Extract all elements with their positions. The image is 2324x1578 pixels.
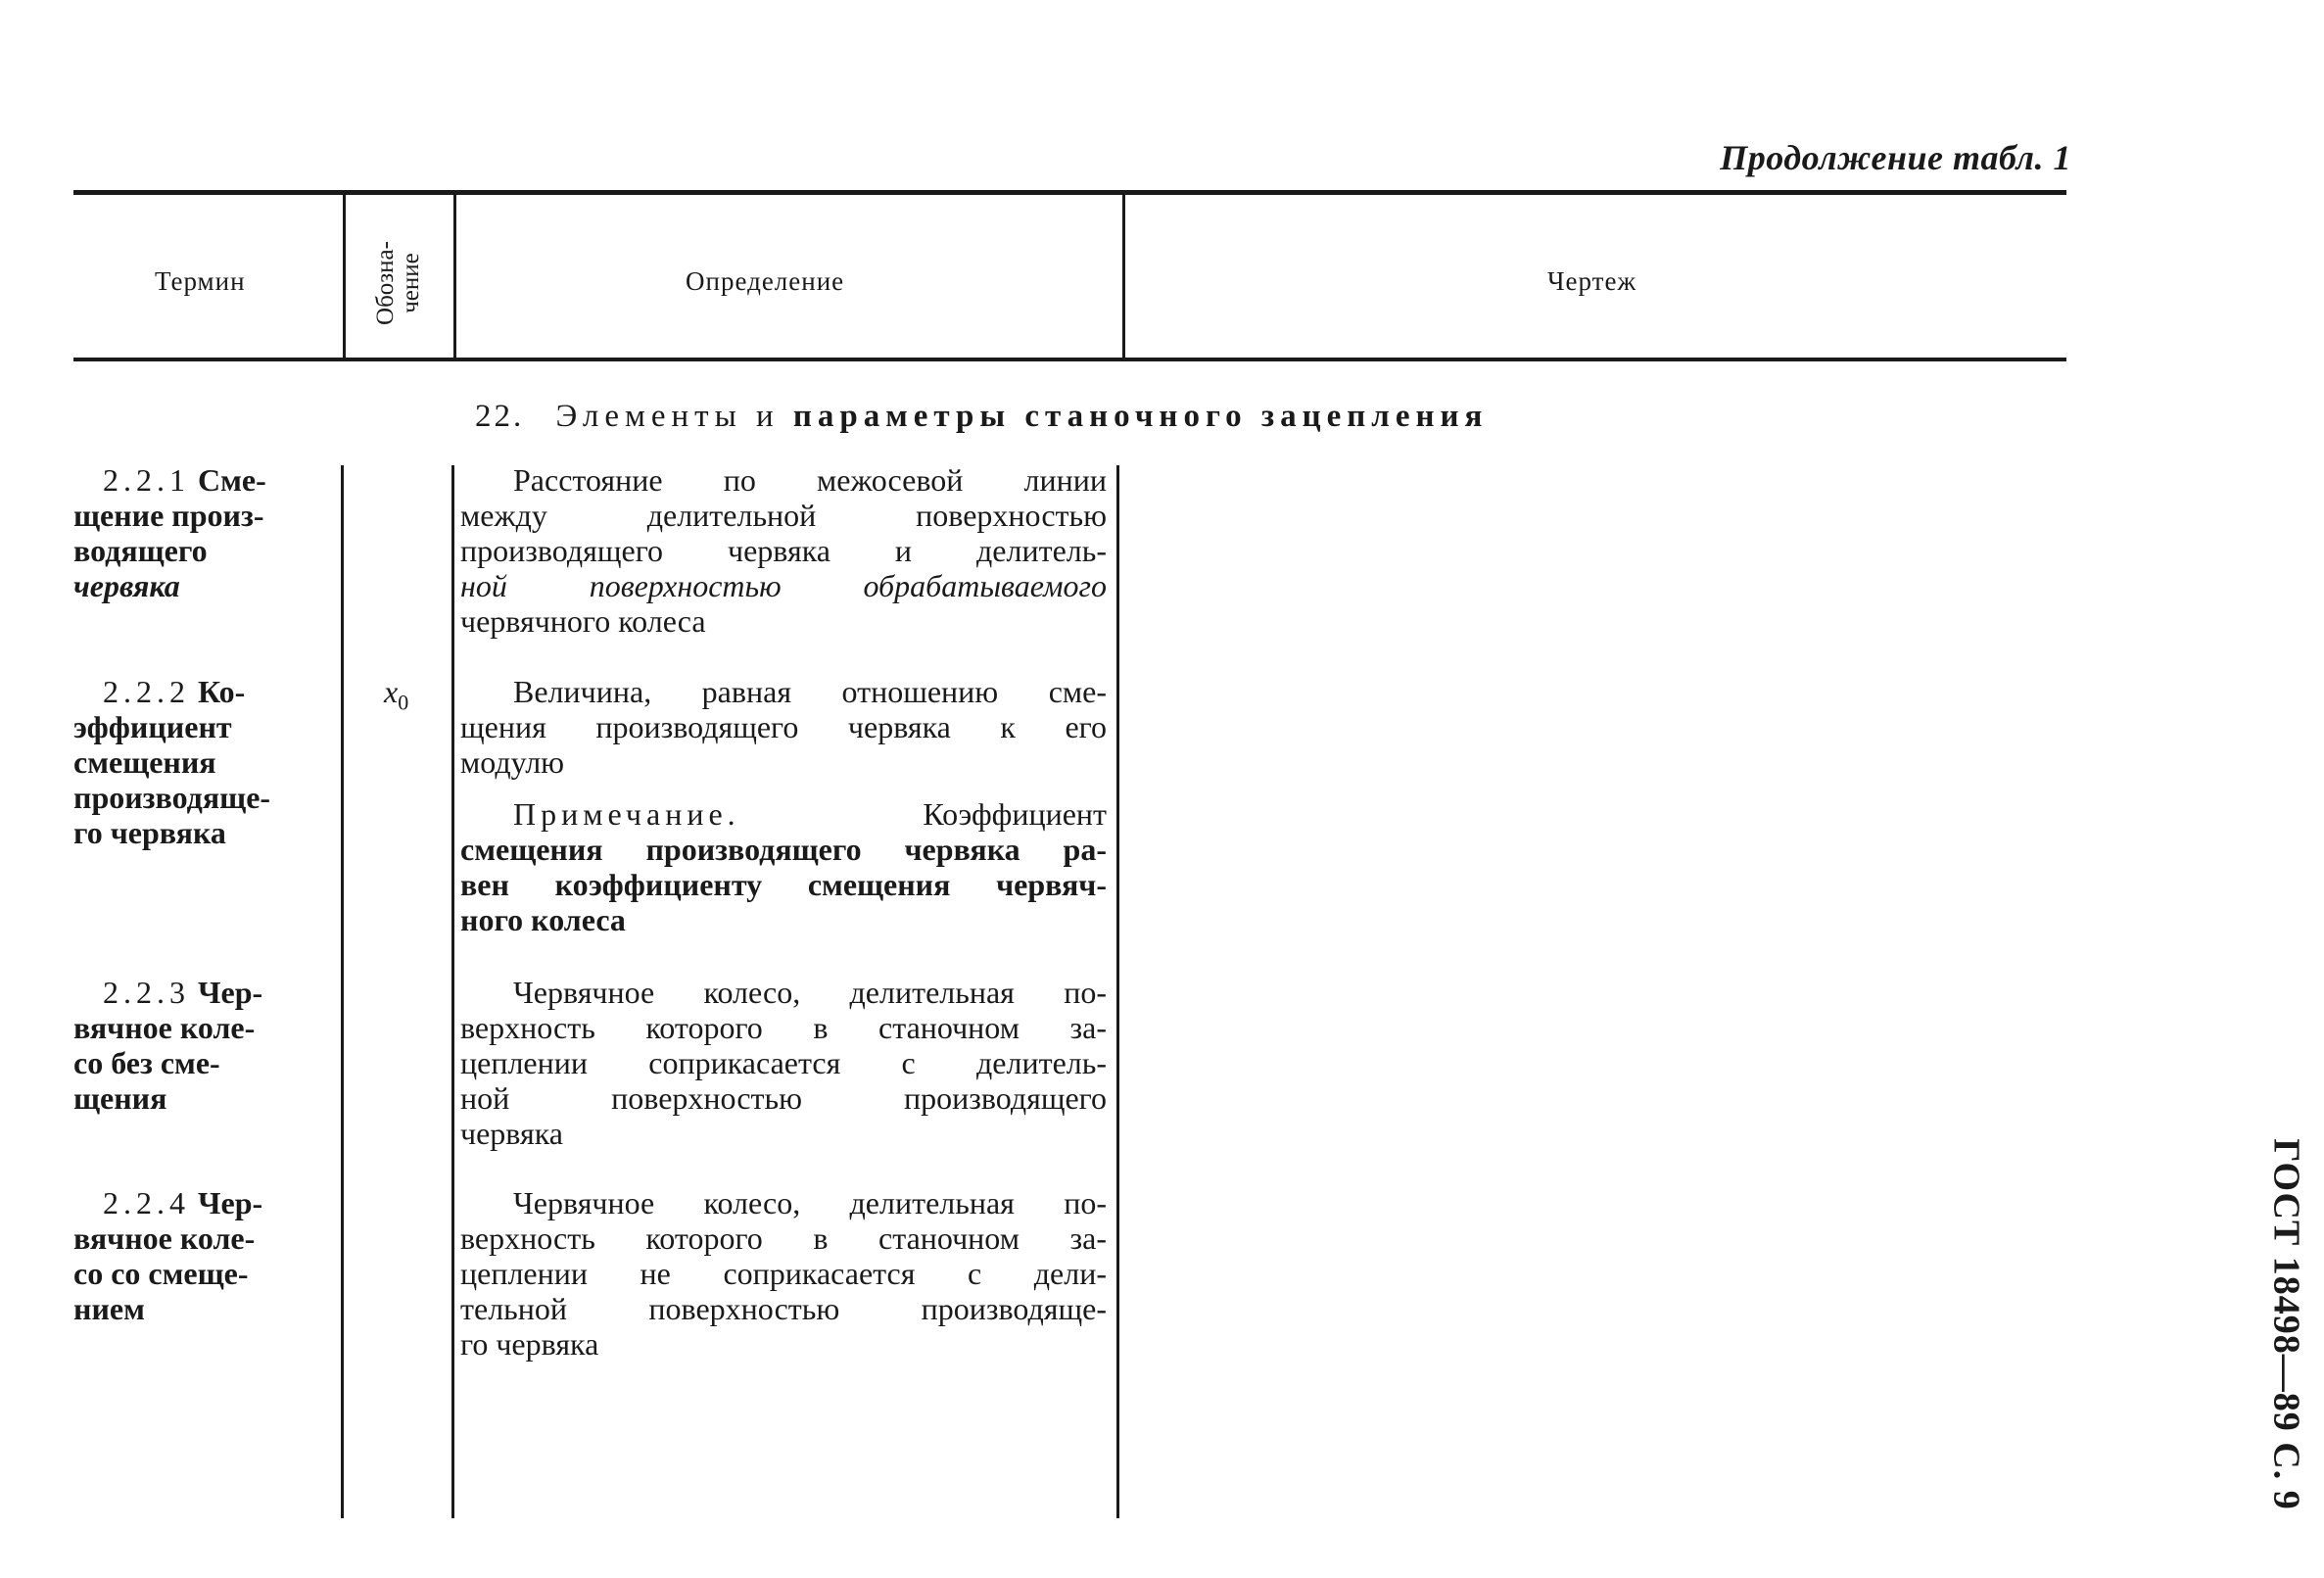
body-separator-2 xyxy=(451,465,454,1518)
definition-line: ной поверхностью обрабатываемого xyxy=(460,568,1107,603)
term-line: Ко- xyxy=(198,674,246,709)
section-title-part3: станочного зацепления xyxy=(1024,399,1489,434)
table-continuation-label: Продолжение табл. 1 xyxy=(1720,138,2071,177)
header-separator-1 xyxy=(343,195,346,358)
term-number: 2.2.4 xyxy=(103,1185,190,1220)
note-label: Примечание. xyxy=(513,796,740,832)
term-number: 2.2.3 xyxy=(103,975,190,1010)
definition-line: щения производящего червяка к его xyxy=(460,709,1107,744)
symbol-2-2-2 xyxy=(384,674,408,715)
definition-line: цеплении соприкасается с делитель- xyxy=(460,1045,1107,1080)
definition-2-2-1 xyxy=(460,462,1107,639)
definition-line: Расстояние по межосевой линии xyxy=(513,462,1107,498)
term-line: производяще- xyxy=(73,780,271,815)
term-line: Чер- xyxy=(198,975,263,1010)
section-title xyxy=(475,399,1488,435)
header-separator-3 xyxy=(1122,195,1125,358)
column-header-definition: Определение xyxy=(686,266,845,296)
term-line: го червяка xyxy=(73,815,226,850)
symbol-subscript: 0 xyxy=(398,690,409,715)
definition-line: цеплении не соприкасается с дели- xyxy=(460,1256,1107,1291)
column-header-symbol-line1: Обозна- xyxy=(372,241,399,325)
definition-2-2-4 xyxy=(460,1185,1107,1362)
definition-line: верхность которого в станочном за- xyxy=(460,1010,1107,1045)
definition-line: модулю xyxy=(460,744,565,780)
term-line: нием xyxy=(73,1291,145,1326)
note-line: Коэффициент xyxy=(923,796,1107,832)
definition-2-2-2 xyxy=(460,674,1107,780)
definition-line: между делительной поверхностью xyxy=(460,498,1107,533)
gost-page-stamp: ГОСТ 18498—89 С. 9 xyxy=(2265,1138,2307,1510)
column-header-drawing: Чертеж xyxy=(1547,266,1637,296)
term-2-2-4 xyxy=(73,1185,308,1326)
note-2-2-2 xyxy=(460,796,1107,937)
term-2-2-1 xyxy=(73,462,308,603)
table-top-rule xyxy=(73,190,2066,195)
note-line: смещения производящего червяка ра- xyxy=(460,832,1107,867)
term-2-2-2 xyxy=(73,674,308,850)
definition-line: Величина, равная отношению сме- xyxy=(513,674,1107,709)
column-header-symbol xyxy=(373,232,426,334)
term-line: вячное коле- xyxy=(73,1010,256,1045)
term-line: червяка xyxy=(73,568,180,603)
definition-line: го червяка xyxy=(460,1326,599,1362)
column-header-term: Термин xyxy=(155,266,246,296)
term-line: Чер- xyxy=(198,1185,263,1220)
note-line: ного колеса xyxy=(460,902,626,937)
definition-line: верхность которого в станочном за- xyxy=(460,1220,1107,1256)
header-separator-2 xyxy=(453,195,456,358)
table-header-rule xyxy=(73,358,2066,361)
term-line: со со смеще- xyxy=(73,1256,249,1291)
definition-line: ной поверхностью производящего xyxy=(460,1080,1107,1116)
body-separator-3 xyxy=(1116,465,1119,1518)
symbol-letter: x xyxy=(384,674,399,709)
term-line: щения xyxy=(73,1080,167,1116)
term-line: эффициент xyxy=(73,709,232,744)
definition-line: червяка xyxy=(460,1116,563,1151)
definition-line: червячного колеса xyxy=(460,603,706,639)
note-line: вен коэффициенту смещения червяч- xyxy=(460,867,1107,902)
term-line: Сме- xyxy=(198,462,266,498)
section-title-part2: параметры xyxy=(792,399,1012,434)
definition-line: тельной поверхностью производяще- xyxy=(460,1291,1107,1326)
term-line: смещения xyxy=(73,744,216,780)
term-2-2-3 xyxy=(73,975,308,1116)
column-header-symbol-line2: чение xyxy=(398,253,424,313)
term-line: водящего xyxy=(73,533,208,568)
term-line: со без сме- xyxy=(73,1045,220,1080)
definition-line: Червячное колесо, делительная по- xyxy=(513,975,1107,1010)
term-line: вячное коле- xyxy=(73,1220,256,1256)
body-separator-1 xyxy=(341,465,344,1518)
definition-line: Червячное колесо, делительная по- xyxy=(513,1185,1107,1220)
term-number: 2.2.1 xyxy=(103,462,190,498)
section-number: 22. xyxy=(475,399,525,434)
section-title-part1: Элементы и xyxy=(555,399,780,434)
definition-line: производящего червяка и делитель- xyxy=(460,533,1107,568)
term-number: 2.2.2 xyxy=(103,674,190,709)
definition-2-2-3 xyxy=(460,975,1107,1151)
term-line: щение произ- xyxy=(73,498,264,533)
